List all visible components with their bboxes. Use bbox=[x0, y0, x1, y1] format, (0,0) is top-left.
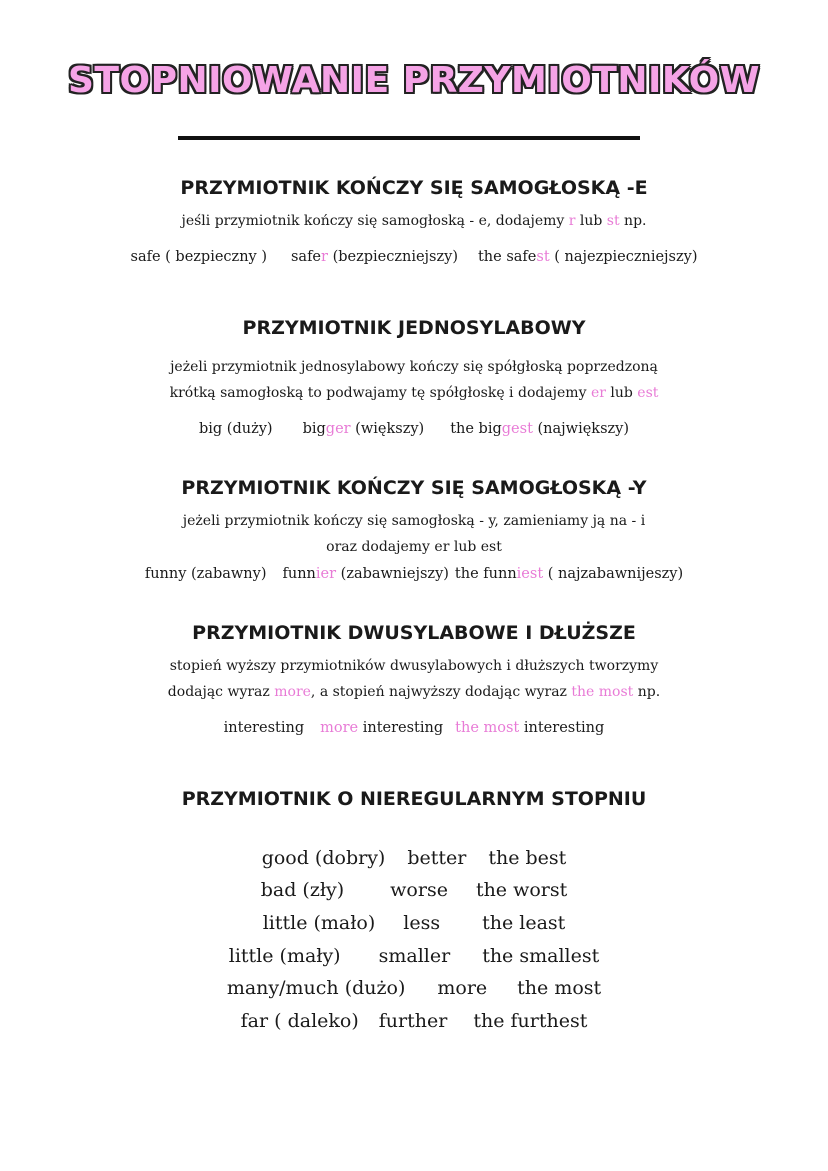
section-rule-monosyllabic-line2: krótką samogłoską to podwajamy tę spółgłoskę i dodajemy er lub est bbox=[169, 385, 659, 401]
irregular-superlative: the least bbox=[482, 912, 566, 934]
rule-text: np. bbox=[619, 213, 647, 229]
irregular-comparative: worse bbox=[390, 879, 448, 901]
irregular-comparative: further bbox=[378, 1010, 448, 1032]
example-superlative: the funniest ( najzabawnijeszy) bbox=[454, 566, 684, 582]
irregular-superlative: the worst bbox=[475, 879, 568, 901]
irregular-positive: little (mało) bbox=[262, 912, 376, 934]
section-rule-polysyllabic-line2: dodając wyraz more, a stopień najwyższy dodając wyraz the most np. bbox=[167, 684, 661, 700]
section-rule-y-line1: jeżeli przymiotnik kończy się samogłoską - y, zamieniamy ją na - i bbox=[182, 513, 646, 529]
irregular-superlative: the furthest bbox=[473, 1010, 588, 1032]
section-heading-irregular: PRZYMIOTNIK O NIEREGULARNYM STOPNIU bbox=[181, 788, 647, 810]
irregular-comparative: better bbox=[407, 847, 467, 869]
section-heading-monosyllabic: PRZYMIOTNIK JEDNOSYLABOWY bbox=[242, 317, 586, 339]
section-rule-e bbox=[0, 208, 828, 234]
section-heading-e: PRZYMIOTNIK KOŃCZY SIĘ SAMOGŁOSKĄ -E bbox=[180, 177, 648, 199]
section-heading-y: PRZYMIOTNIK KOŃCZY SIĘ SAMOGŁOSKĄ -Y bbox=[181, 477, 647, 499]
irregular-positive: far ( daleko) bbox=[240, 1010, 359, 1032]
example-positive: big (duży) bbox=[199, 421, 273, 437]
example-row-monosyllabic bbox=[0, 416, 828, 442]
word-highlight: the most bbox=[571, 684, 634, 700]
irregular-superlative: the best bbox=[488, 847, 567, 869]
word-highlight: more bbox=[274, 684, 311, 700]
irregular-comparative: more bbox=[437, 977, 488, 999]
irregular-row bbox=[0, 907, 828, 939]
section-heading-polysyllabic: PRZYMIOTNIK DWUSYLABOWE I DŁUŻSZE bbox=[192, 622, 636, 644]
example-row-e bbox=[0, 244, 828, 270]
example-row-y bbox=[0, 561, 828, 587]
irregular-positive: many/much (dużo) bbox=[226, 977, 406, 999]
suffix-highlight: er bbox=[590, 385, 606, 401]
example-superlative: the most interesting bbox=[455, 720, 605, 736]
irregular-row bbox=[0, 972, 828, 1004]
title-divider bbox=[178, 136, 640, 140]
irregular-row bbox=[0, 940, 828, 972]
section-rule-polysyllabic-line1: stopień wyższy przymiotników dwusylabowych i dłuższych tworzymy bbox=[169, 658, 659, 674]
suffix-highlight: est bbox=[637, 385, 659, 401]
example-positive: interesting bbox=[223, 720, 305, 736]
irregular-row bbox=[0, 842, 828, 874]
example-comparative: funnier (zabawniejszy) bbox=[282, 566, 449, 582]
example-superlative: the safest ( najezpieczniejszy) bbox=[477, 249, 698, 265]
irregular-positive: bad (zły) bbox=[260, 879, 345, 901]
irregular-superlative: the most bbox=[517, 977, 602, 999]
irregular-row bbox=[0, 1005, 828, 1037]
example-comparative: bigger (większy) bbox=[302, 421, 425, 437]
page-title: STOPNIOWANIE PRZYMIOTNIKÓW bbox=[68, 60, 760, 101]
rule-text: lub bbox=[575, 213, 607, 229]
example-positive: funny (zabawny) bbox=[144, 566, 267, 582]
rule-text: jeśli przymiotnik kończy się samogłoską - e, dodajemy bbox=[181, 213, 569, 229]
example-comparative: more interesting bbox=[320, 720, 444, 736]
irregular-comparative: smaller bbox=[378, 945, 451, 967]
irregular-superlative: the smallest bbox=[482, 945, 600, 967]
example-superlative: the biggest (największy) bbox=[450, 421, 629, 437]
example-comparative: safer (bezpieczniejszy) bbox=[290, 249, 458, 265]
irregular-positive: little (mały) bbox=[228, 945, 341, 967]
example-row-polysyllabic bbox=[0, 715, 828, 741]
suffix-highlight: r bbox=[568, 213, 576, 229]
section-rule-y-line2: oraz dodajemy er lub est bbox=[326, 539, 502, 555]
example-positive: safe ( bezpieczny ) bbox=[130, 249, 267, 265]
suffix-highlight: st bbox=[606, 213, 620, 229]
irregular-comparative: less bbox=[403, 912, 441, 934]
section-rule-monosyllabic-line1: jeżeli przymiotnik jednosylabowy kończy się spółgłoską poprzedzoną bbox=[170, 359, 658, 375]
irregular-positive: good (dobry) bbox=[261, 847, 386, 869]
irregular-row bbox=[0, 874, 828, 906]
